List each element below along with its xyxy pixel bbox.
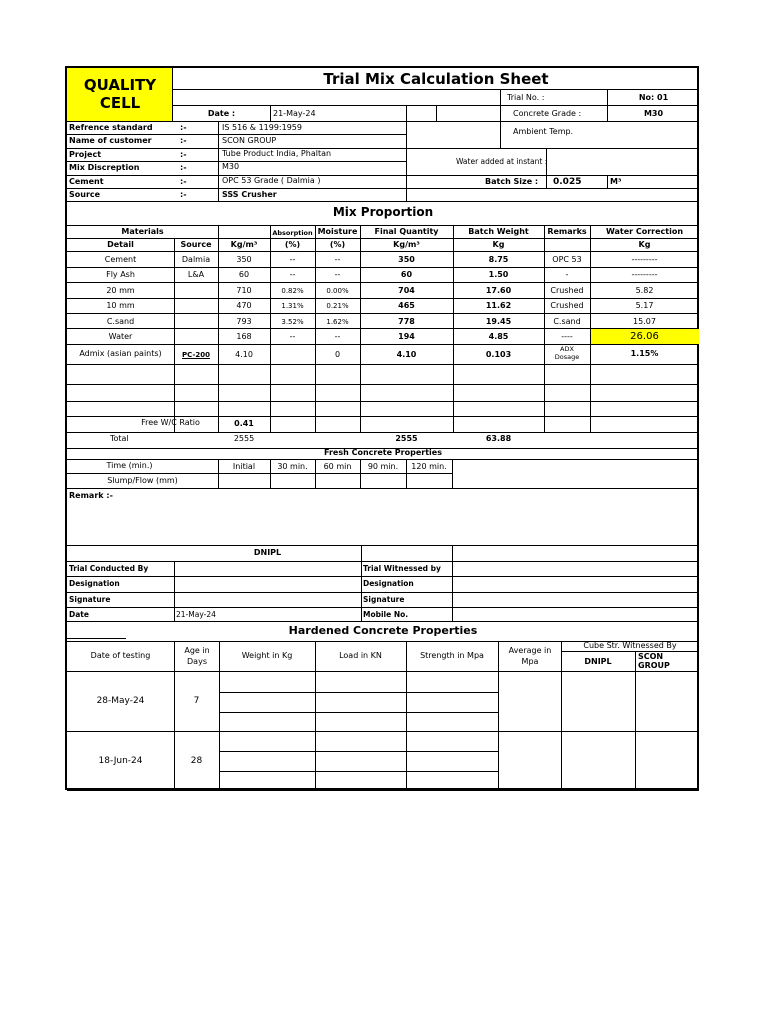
remarks-cell: ---- (561, 332, 573, 341)
moisture-cell: 0 (334, 350, 341, 359)
detail-cell: Cement (104, 255, 137, 264)
info-value: M30 (222, 162, 240, 171)
water-instant-label: Water added at instant : (456, 157, 548, 166)
mix-proportion-title: Mix Proportion (332, 205, 434, 219)
moisture-cell: -- (334, 270, 341, 279)
detail-cell: Admix (asian paints) (79, 349, 162, 358)
kgm3-cell: 470 (236, 301, 252, 310)
final-unit: Kg/m³ (393, 240, 420, 249)
detail-cell: 10 mm (106, 301, 135, 310)
source-cell: PC-200 (182, 351, 210, 359)
batch-size-label: Batch Size : (485, 177, 539, 186)
strength-header: Strength in Mpa (420, 651, 484, 660)
info-sep: :- (180, 177, 187, 186)
source-header: Source (180, 240, 212, 249)
info-value: SCON GROUP (222, 136, 277, 145)
fresh-concrete-title: Fresh Concrete Properties (324, 448, 442, 457)
materials-header: Materials (121, 227, 164, 236)
batch-cell: 0.103 (485, 350, 512, 359)
trial-mix-sheet (65, 66, 699, 790)
final-cell: 4.10 (396, 350, 417, 359)
batch-cell: 19.45 (485, 317, 512, 326)
correction-unit: Kg (638, 240, 651, 249)
kgm3-header: Kg/m³ (230, 240, 258, 249)
info-sep: :- (180, 163, 187, 172)
batch-cell: 1.50 (488, 270, 509, 279)
info-label: Project (69, 150, 102, 159)
sign-org: DNIPL (253, 548, 282, 557)
test-date-cell: 28-May-24 (96, 696, 145, 706)
source-cell: L&A (187, 270, 205, 279)
logo-line2: CELL (99, 94, 141, 112)
dnipl-header: DNIPL (584, 657, 612, 666)
test-date-cell: 18-Jun-24 (98, 756, 143, 766)
final-cell: 704 (398, 286, 415, 295)
trial-no-label: Trial No. : (507, 93, 545, 102)
correction-cell: 5.17 (635, 301, 654, 310)
age-cell: 28 (190, 756, 203, 766)
date-value: 21-May-24 (273, 109, 316, 118)
signature-label: Signature (69, 595, 111, 604)
age-header: Age in Days (184, 646, 210, 666)
correction-cell: 26.06 (630, 331, 659, 342)
correction-cell: 1.15% (630, 349, 659, 358)
info-sep: :- (180, 136, 187, 145)
time-label: Time (min.) (106, 461, 153, 470)
page-title: Trial Mix Calculation Sheet (323, 70, 549, 88)
remark-label: Remark :- (69, 491, 113, 500)
info-label: Name of customer (69, 136, 152, 145)
time-120: 120 min. (411, 462, 447, 471)
date-value-sign: 21-May-24 (176, 610, 216, 619)
kgm3-cell: 60 (238, 270, 250, 279)
info-value: IS 516 & 1199:1959 (222, 123, 302, 132)
slump-label: Slump/Flow (mm) (107, 476, 178, 485)
water-correction-header: Water Correction (605, 227, 684, 236)
source-cell: Dalmia (181, 255, 211, 264)
batch-unit: Kg (492, 240, 505, 249)
info-label: Mix Discreption (69, 163, 140, 172)
average-header: Average in Mpa (508, 646, 552, 666)
moisture-unit: (%) (329, 240, 346, 249)
remarks-cell: ADX Dosage (554, 345, 580, 361)
weight-header: Weight in Kg (241, 651, 293, 660)
load-header: Load in KN (339, 651, 382, 660)
batch-weight-header: Batch Weight (468, 227, 529, 236)
kgm3-cell: 793 (236, 317, 252, 326)
remarks-header: Remarks (547, 227, 587, 236)
wc-ratio-value: 0.41 (234, 419, 254, 428)
batch-cell: 8.75 (488, 255, 509, 264)
concrete-grade-value: M30 (643, 109, 664, 118)
moisture-cell: 0.00% (326, 287, 349, 295)
absorption-unit: (%) (284, 240, 301, 249)
correction-cell: --------- (631, 270, 658, 279)
final-cell: 60 (400, 270, 413, 279)
final-quantity-header: Final Quantity (374, 227, 439, 236)
final-cell: 194 (398, 332, 415, 341)
remarks-cell: Crushed (550, 301, 584, 310)
time-60: 60 min (323, 462, 352, 471)
total-batch: 63.88 (485, 434, 512, 443)
batch-size-value: 0.025 (553, 177, 582, 187)
ambient-temp-label: Ambient Temp. (513, 127, 574, 136)
logo-line1: QUALITY (83, 76, 157, 94)
hardened-title: Hardened Concrete Properties (288, 624, 478, 637)
moisture-cell: -- (334, 255, 341, 264)
kgm3-cell: 350 (236, 255, 252, 264)
total-label: Total (110, 434, 129, 443)
info-label: Refrence standard (69, 123, 153, 132)
cube-witness-header: Cube Str. Witnessed By (583, 641, 677, 650)
info-sep: :- (180, 123, 187, 132)
info-label: Cement (69, 177, 104, 186)
detail-cell: Fly Ash (106, 270, 135, 279)
kgm3-cell: 168 (236, 332, 252, 341)
detail-cell: C.sand (106, 317, 135, 326)
quality-cell-logo (67, 68, 173, 121)
absorption-cell: -- (289, 332, 296, 341)
kgm3-cell: 710 (236, 286, 252, 295)
total-kgm3: 2555 (233, 434, 255, 443)
absorption-header: Absorption (272, 229, 313, 237)
signature2-label: Signature (363, 595, 405, 604)
batch-cell: 4.85 (488, 332, 509, 341)
final-cell: 350 (398, 255, 415, 264)
batch-cell: 11.62 (485, 301, 512, 310)
trial-conducted-label: Trial Conducted By (69, 564, 149, 573)
info-value: OPC 53 Grade ( Dalmia ) (222, 176, 321, 185)
correction-cell: 5.82 (635, 286, 654, 295)
designation2-label: Designation (363, 579, 414, 588)
moisture-cell: 0.21% (326, 302, 349, 310)
final-cell: 465 (398, 301, 415, 310)
absorption-cell: 1.31% (281, 302, 304, 310)
total-final: 2555 (395, 434, 418, 443)
date-label-sign: Date (69, 610, 89, 619)
correction-cell: --------- (631, 255, 658, 264)
info-sep: :- (180, 150, 187, 159)
batch-size-unit: M³ (610, 177, 622, 186)
trial-witnessed-label: Trial Witnessed by (363, 564, 441, 573)
remarks-cell: C.sand (553, 317, 581, 326)
info-sep: :- (180, 190, 187, 199)
info-label: Source (69, 190, 101, 199)
absorption-cell: -- (289, 270, 296, 279)
designation-label: Designation (69, 579, 120, 588)
absorption-cell: -- (289, 255, 296, 264)
detail-cell: Water (108, 332, 133, 341)
remarks-cell: - (565, 270, 569, 279)
remarks-cell: Crushed (550, 286, 584, 295)
kgm3-cell: 4.10 (235, 350, 253, 359)
info-value: SSS Crusher (222, 190, 277, 199)
absorption-cell: 0.82% (281, 287, 304, 295)
moisture-cell: 1.62% (326, 318, 349, 326)
concrete-grade-label: Concrete Grade : (513, 109, 582, 118)
detail-cell: 20 mm (106, 286, 135, 295)
detail-header: Detail (107, 240, 134, 249)
age-cell: 7 (193, 696, 200, 706)
absorption-cell: 3.52% (281, 318, 304, 326)
date-label: Date : (207, 109, 236, 118)
time-initial: Initial (232, 462, 256, 471)
mobile-label: Mobile No. (363, 610, 409, 619)
info-value: Tube Product India, Phaltan (222, 149, 332, 158)
time-30: 30 min. (277, 462, 308, 471)
final-cell: 778 (398, 317, 415, 326)
moisture-cell: -- (334, 332, 341, 341)
moisture-header: Moisture (317, 227, 358, 236)
correction-cell: 15.07 (633, 317, 656, 326)
trial-no-value: No: 01 (638, 93, 669, 102)
time-90: 90 min. (367, 462, 399, 471)
date-testing-header: Date of testing (90, 651, 151, 660)
scon-header: SCON GROUP (638, 652, 670, 670)
batch-cell: 17.60 (485, 286, 512, 295)
wc-ratio-label: Free W/C Ratio (141, 418, 200, 427)
remarks-cell: OPC 53 (552, 255, 582, 264)
